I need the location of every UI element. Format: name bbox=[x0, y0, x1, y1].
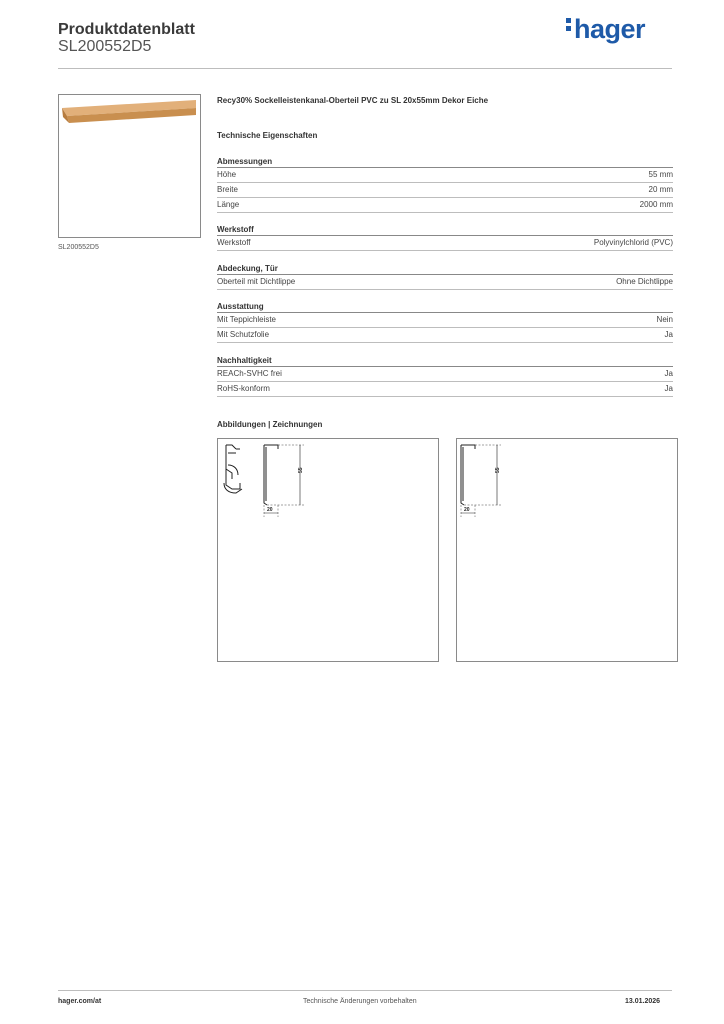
property-label: Höhe bbox=[217, 170, 237, 179]
dimension-drawing bbox=[457, 439, 679, 663]
logo-dots-icon bbox=[566, 15, 571, 34]
drawings-heading: Abbildungen | Zeichnungen bbox=[217, 420, 323, 429]
section-title: Nachhaltigkeit bbox=[217, 355, 673, 367]
product-image-frame bbox=[58, 94, 201, 238]
footer-divider bbox=[58, 990, 672, 991]
section-profile-icon bbox=[264, 445, 278, 505]
property-row bbox=[217, 313, 673, 328]
hager-logo bbox=[566, 14, 645, 45]
side-profile-icon bbox=[224, 445, 242, 493]
drawing-assembly bbox=[217, 438, 439, 662]
property-label: Mit Teppichleiste bbox=[217, 315, 276, 324]
property-row bbox=[217, 382, 673, 397]
property-label: RoHS-konform bbox=[217, 384, 270, 393]
section-dimensions bbox=[217, 156, 673, 213]
height-dimension-label: 55 bbox=[495, 467, 501, 473]
property-label: Breite bbox=[217, 185, 238, 194]
property-label: Länge bbox=[217, 200, 240, 209]
property-value: 2000 mm bbox=[639, 200, 673, 209]
property-value: Ja bbox=[664, 384, 673, 393]
section-title: Werkstoff bbox=[217, 224, 673, 236]
property-row bbox=[217, 367, 673, 382]
height-dimension-label: 55 bbox=[298, 467, 304, 473]
property-value: Ja bbox=[664, 330, 673, 339]
section-title: Abmessungen bbox=[217, 156, 673, 168]
width-dimension-label: 20 bbox=[267, 507, 273, 513]
property-value: Ja bbox=[664, 369, 673, 378]
page-title: Produktdatenblatt bbox=[58, 21, 195, 38]
product-image bbox=[59, 95, 200, 237]
section-material bbox=[217, 224, 673, 251]
property-label: Oberteil mit Dichtlippe bbox=[217, 277, 296, 286]
section-title: Abdeckung, Tür bbox=[217, 263, 673, 275]
width-dimension-label: 20 bbox=[464, 507, 470, 513]
product-sku: SL200552D5 bbox=[58, 38, 152, 55]
assembly-drawing bbox=[218, 439, 440, 663]
logo-wordmark: hager bbox=[574, 14, 646, 44]
section-equipment bbox=[217, 301, 673, 343]
drawing-dimensions bbox=[456, 438, 678, 662]
section-cover bbox=[217, 263, 673, 290]
property-value: Ohne Dichtlippe bbox=[616, 277, 673, 286]
product-image-caption: SL200552D5 bbox=[58, 244, 99, 251]
property-label: Mit Schutzfolie bbox=[217, 330, 270, 339]
property-label: Werkstoff bbox=[217, 238, 251, 247]
dimension-arrows bbox=[264, 445, 300, 513]
header-divider bbox=[58, 68, 672, 69]
property-value: Polyvinylchlorid (PVC) bbox=[593, 238, 673, 247]
property-value: Nein bbox=[656, 315, 673, 324]
property-row bbox=[217, 198, 673, 213]
property-row bbox=[217, 183, 673, 198]
footer-website-link[interactable]: hager.com/at bbox=[58, 998, 102, 1005]
property-label: REACh-SVHC frei bbox=[217, 369, 282, 378]
section-title: Ausstattung bbox=[217, 301, 673, 313]
property-value: 55 mm bbox=[648, 170, 673, 179]
product-description: Recy30% Sockelleistenkanal-Oberteil PVC zu SL 20x55mm Dekor Eiche bbox=[217, 96, 489, 105]
dimension-arrows bbox=[461, 445, 497, 513]
property-value: 20 mm bbox=[648, 185, 673, 194]
property-row bbox=[217, 328, 673, 343]
section-sustainability bbox=[217, 355, 673, 397]
section-profile-icon bbox=[461, 445, 475, 505]
property-row bbox=[217, 275, 673, 290]
technical-properties-heading: Technische Eigenschaften bbox=[217, 131, 318, 140]
footer-notice: Technische Änderungen vorbehalten bbox=[303, 998, 417, 1005]
footer-date: 13.01.2026 bbox=[625, 998, 661, 1005]
property-row bbox=[217, 236, 673, 251]
property-row bbox=[217, 168, 673, 183]
